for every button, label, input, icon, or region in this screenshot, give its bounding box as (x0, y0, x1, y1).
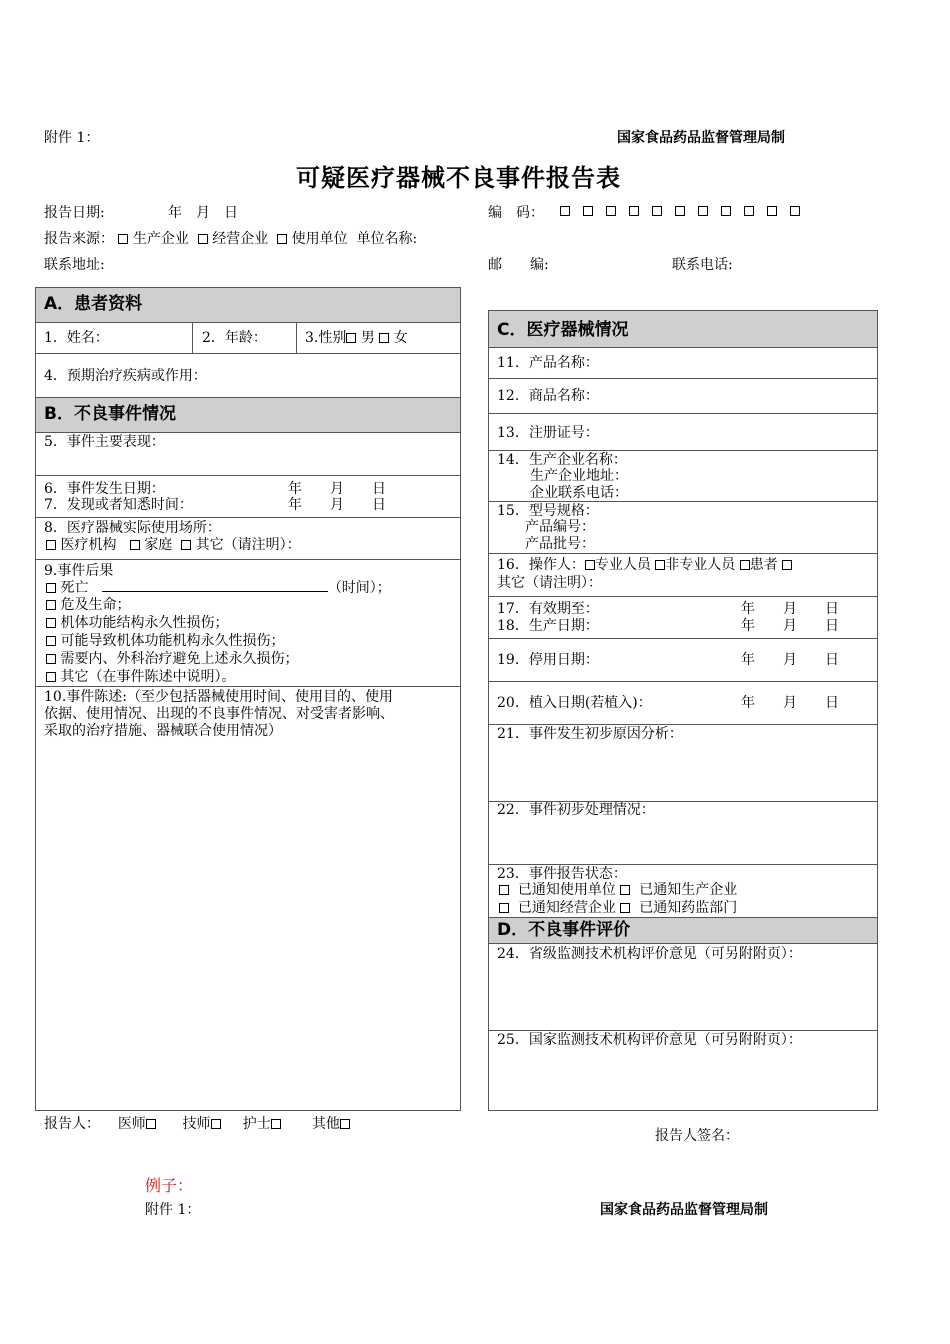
model-spec-label: 15．型号规格： (497, 503, 599, 519)
reporter-other-checkbox[interactable] (340, 1119, 350, 1129)
source-manufacturer-label: 生产企业 (132, 231, 189, 247)
section-c-header: C．医疗器械情况 (488, 310, 878, 348)
report-status-row1 (499, 882, 737, 899)
operator-other-checkbox[interactable] (782, 560, 792, 570)
example-label: 例子： (145, 1176, 194, 1195)
reporter-technician-checkbox[interactable] (211, 1119, 221, 1129)
section-a-header: A．患者资料 (35, 287, 461, 323)
treatment-checkbox[interactable] (46, 654, 56, 664)
notified-distributor-checkbox[interactable] (499, 903, 509, 913)
attachment-label: 附件 1： (44, 130, 100, 146)
code-digit-box[interactable] (744, 206, 754, 216)
national-evaluation-label: 25．国家监测技术机构评价意见（可另附附页）： (497, 1032, 802, 1048)
handling-label: 22．事件初步处理情况： (497, 802, 655, 818)
consequence-other-checkbox[interactable] (46, 672, 56, 682)
reporter-nurse-checkbox[interactable] (271, 1119, 281, 1129)
code-digit-box[interactable] (790, 206, 800, 216)
place-home-checkbox[interactable] (130, 540, 140, 550)
discover-time-label: 7．发现或者知悉时间： (44, 497, 193, 513)
trade-name-label: 12．商品名称： (497, 388, 599, 404)
reporter-technician-label: 技师 (182, 1116, 211, 1132)
implant-date-label: 20．植入日期(若植入)： (497, 695, 652, 711)
operator-nonprofessional-label: 非专业人员 (665, 557, 736, 573)
section-b-header: B．不良事件情况 (35, 397, 461, 433)
code-digit-box[interactable] (560, 206, 570, 216)
manufacturer-phone-label: 企业联系电话： (530, 485, 628, 501)
event-narrative-line1: 10.事件陈述:（至少包括器械使用时间、使用目的、使用 (44, 689, 393, 705)
place-hospital-checkbox[interactable] (46, 540, 56, 550)
source-distributor-label: 经营企业 (212, 231, 269, 247)
gender-female-label: 女 (393, 330, 408, 346)
death-label: 死亡 (60, 580, 89, 596)
reporter-nurse-label: 护士 (242, 1116, 271, 1132)
postcode-label: 邮 编: (488, 257, 549, 273)
stop-date-ymd: 年 月 日 (741, 652, 839, 668)
discover-time-ymd: 年 月 日 (288, 497, 386, 513)
production-date-ymd: 年 月 日 (741, 618, 839, 634)
place-hospital-label: 医疗机构 (60, 537, 117, 553)
consequence-death (46, 579, 391, 597)
reporter-row (44, 1113, 350, 1133)
source-user-unit-checkbox[interactable] (277, 234, 287, 244)
gender-male-label: 男 (360, 330, 375, 346)
source-distributor-checkbox[interactable] (198, 234, 208, 244)
report-source-label: 报告来源： (44, 231, 114, 247)
code-digit-box[interactable] (698, 206, 708, 216)
notified-user-unit-label: 已通知使用单位 (517, 882, 616, 898)
code-digit-box[interactable] (652, 206, 662, 216)
consequence-treatment (46, 651, 298, 668)
form-title: 可疑医疗器械不良事件报告表 (296, 163, 621, 192)
life-threat-label: 危及生命； (60, 597, 131, 613)
product-batch-label: 产品批号： (525, 536, 595, 552)
patient-name-label: 1．姓名： (44, 330, 109, 346)
address-label: 联系地址: (44, 257, 105, 273)
section-d-header: D．不良事件评价 (488, 917, 878, 944)
death-time-line[interactable] (102, 579, 328, 592)
implant-date-ymd: 年 月 日 (741, 695, 839, 711)
disease-label: 4．预期治疗疾病或作用： (44, 368, 207, 384)
consequence-label: 9.事件后果 (44, 563, 114, 579)
notified-regulator-label: 已通知药监部门 (639, 900, 738, 916)
reporter-signature-label: 报告人签名： (655, 1128, 739, 1144)
event-date-label: 6．事件发生日期： (44, 481, 165, 497)
code-digit-box[interactable] (767, 206, 777, 216)
place-home-label: 家庭 (144, 537, 173, 553)
report-source (44, 228, 417, 248)
operator-label: 16．操作人： (497, 557, 585, 573)
gender-female-checkbox[interactable] (379, 333, 389, 343)
event-narrative-line3: 采取的治疗措施、器械联合使用情况） (44, 723, 282, 739)
report-date-ymd: 年 月 日 (168, 205, 238, 221)
reporter-label: 报告人： (44, 1116, 100, 1132)
manufacturer-address-label: 生产企业地址： (530, 468, 628, 484)
consequence-permanent (46, 615, 228, 632)
phone-label: 联系电话: (672, 257, 733, 273)
possible-damage-label: 可能导致机体功能机构永久性损伤； (60, 633, 285, 649)
patient-gender (305, 330, 408, 347)
place-other-checkbox[interactable] (181, 540, 191, 550)
usage-place-label: 8．医疗器械实际使用场所： (44, 520, 221, 536)
source-user-unit-label: 使用单位 (291, 231, 348, 247)
code-digit-box[interactable] (606, 206, 616, 216)
unit-name-label: 单位名称: (356, 231, 418, 247)
manufacturer-name-label: 14．生产企业名称： (497, 452, 627, 468)
issuer-label: 国家食品药品监督管理局制 (617, 130, 785, 146)
operator-row (497, 557, 792, 574)
code-label: 编 码： (488, 205, 544, 221)
example-attachment-label: 附件 1： (145, 1202, 201, 1218)
notified-distributor-label: 已通知经营企业 (517, 900, 616, 916)
registration-no-label: 13．注册证号： (497, 425, 599, 441)
operator-nonprofessional-checkbox[interactable] (655, 560, 665, 570)
product-name-label: 11．产品名称： (497, 355, 599, 371)
consequence-possible (46, 633, 284, 650)
cause-analysis-label: 21．事件发生初步原因分析： (497, 726, 683, 742)
permanent-damage-checkbox[interactable] (46, 618, 56, 628)
death-time-label: （时间）； (327, 580, 391, 596)
reporter-other-label: 其他 (311, 1116, 340, 1132)
notified-regulator-checkbox[interactable] (620, 903, 630, 913)
treatment-label: 需要内、外科治疗避免上述永久损伤； (60, 651, 299, 667)
reporter-doctor-label: 医师 (117, 1116, 146, 1132)
code-digit-box[interactable] (675, 206, 685, 216)
consequence-other-label: 其它（在事件陈述中说明）。 (60, 669, 236, 685)
report-status-row2 (499, 900, 737, 917)
stop-date-label: 19．停用日期： (497, 652, 599, 668)
consequence-life-threat (46, 597, 130, 614)
life-threat-checkbox[interactable] (46, 600, 56, 610)
operator-patient-label: 患者 (749, 557, 778, 573)
product-serial-label: 产品编号： (525, 519, 595, 535)
notified-manufacturer-label: 已通知生产企业 (639, 882, 738, 898)
report-status-label: 23．事件报告状态： (497, 866, 627, 882)
event-narrative-line2: 依据、使用情况、出现的不良事件情况、对受害者影响、 (44, 706, 394, 722)
example-issuer-label: 国家食品药品监督管理局制 (600, 1202, 768, 1218)
provincial-evaluation-label: 24．省级监测技术机构评价意见（可另附附页）： (497, 946, 802, 962)
event-symptom-label: 5．事件主要表现： (44, 434, 165, 450)
operator-professional-checkbox[interactable] (585, 560, 595, 570)
gender-label: 3.性别 (305, 330, 347, 346)
expiry-date-label: 17．有效期至： (497, 601, 599, 617)
notified-user-unit-checkbox[interactable] (499, 885, 509, 895)
operator-professional-label: 专业人员 (594, 557, 651, 573)
code-digit-box[interactable] (629, 206, 639, 216)
place-other-label: 其它（请注明）： (195, 537, 301, 553)
production-date-label: 18．生产日期： (497, 618, 599, 634)
event-date-ymd: 年 月 日 (288, 481, 386, 497)
code-boxes[interactable] (560, 203, 813, 219)
patient-age-label: 2．年龄： (202, 330, 267, 346)
possible-damage-checkbox[interactable] (46, 636, 56, 646)
usage-place-options (46, 537, 301, 554)
code-digit-box[interactable] (583, 206, 593, 216)
operator-patient-checkbox[interactable] (740, 560, 750, 570)
expiry-date-ymd: 年 月 日 (741, 601, 839, 617)
permanent-damage-label: 机体功能结构永久性损伤； (60, 615, 229, 631)
death-checkbox[interactable] (46, 583, 56, 593)
gender-male-checkbox[interactable] (346, 333, 356, 343)
source-manufacturer-checkbox[interactable] (118, 234, 128, 244)
report-date-label: 报告日期: (44, 205, 105, 221)
reporter-doctor-checkbox[interactable] (146, 1119, 156, 1129)
consequence-other (46, 669, 235, 686)
code-digit-box[interactable] (721, 206, 731, 216)
operator-other-label: 其它（请注明）： (497, 575, 602, 591)
notified-manufacturer-checkbox[interactable] (620, 885, 630, 895)
